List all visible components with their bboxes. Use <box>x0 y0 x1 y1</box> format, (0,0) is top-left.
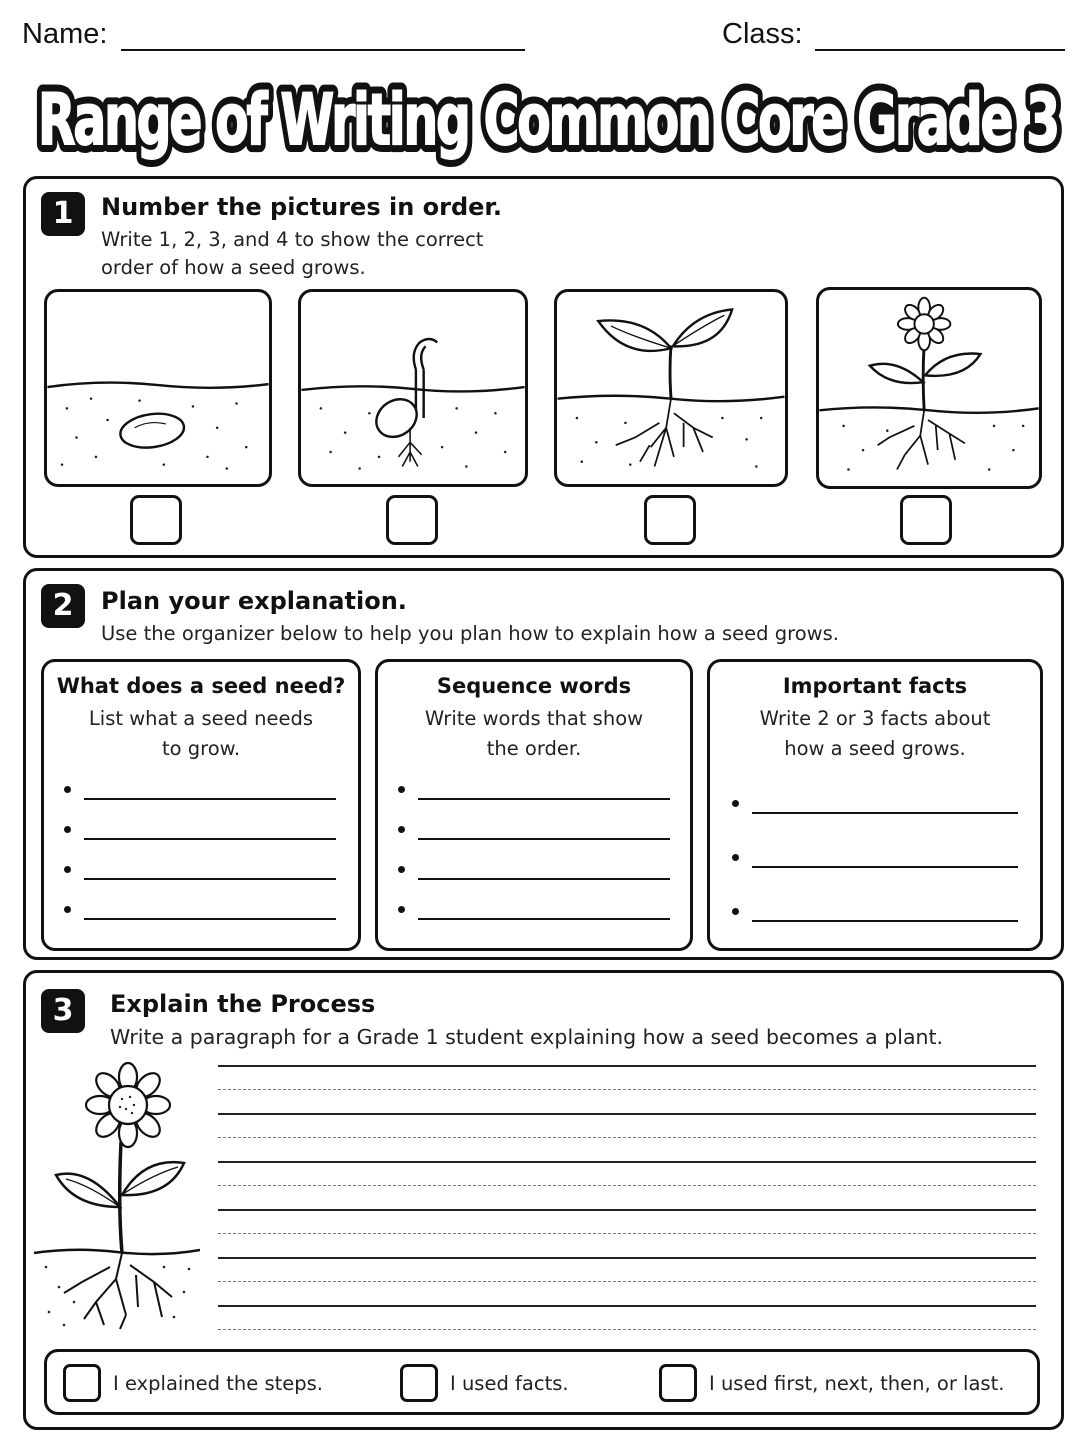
section-title: Plan your explanation. <box>101 587 407 615</box>
checkbox[interactable] <box>400 1364 438 1402</box>
order-box-4[interactable] <box>900 495 952 545</box>
answer-line[interactable] <box>64 860 336 880</box>
organizer-sequence-words <box>375 659 693 951</box>
answer-line[interactable] <box>732 902 1018 922</box>
paragraph-writing-area[interactable] <box>218 1065 1036 1345</box>
organizer-subtitle-2: the order. <box>486 737 582 760</box>
section-number-badge: 2 <box>41 584 85 628</box>
answer-line[interactable] <box>398 860 670 880</box>
flower-plant-icon <box>34 1057 200 1333</box>
section-title: Explain the Process <box>110 990 376 1018</box>
checklist-item-steps[interactable] <box>63 1362 323 1404</box>
answer-line[interactable] <box>398 900 670 920</box>
organizer-title: Important facts <box>782 674 968 698</box>
section-order-pictures <box>23 176 1064 558</box>
checklist-label: I used facts. <box>450 1371 569 1395</box>
picture-seed-in-soil <box>44 289 272 487</box>
section-plan-explanation <box>23 568 1064 960</box>
checklist-label: I explained the steps. <box>113 1371 323 1395</box>
organizer-subtitle-2: to grow. <box>161 737 241 760</box>
name-label: Name: <box>22 18 108 50</box>
organizer-subtitle-2: how a seed grows. <box>784 737 966 760</box>
section-explain-process <box>23 970 1064 1430</box>
organizer-title: Sequence words <box>436 674 632 698</box>
organizer-subtitle-1: Write 2 or 3 facts about <box>759 707 991 730</box>
flower-icon <box>819 290 1039 486</box>
order-box-2[interactable] <box>386 495 438 545</box>
page-title <box>30 70 1070 170</box>
answer-line[interactable] <box>64 780 336 800</box>
picture-flowering-plant <box>816 287 1042 489</box>
name-field <box>22 18 525 51</box>
title-outline: Range of Writing Common Core Grade 3 <box>38 79 1058 161</box>
class-input-line[interactable] <box>815 23 1065 51</box>
organizer-important-facts <box>707 659 1043 951</box>
organizer-title: What does a seed need? <box>56 674 346 698</box>
sprout-icon <box>301 292 525 484</box>
answer-line[interactable] <box>398 780 670 800</box>
self-check-list <box>44 1349 1040 1415</box>
checkbox[interactable] <box>659 1364 697 1402</box>
picture-sprouting-seed <box>298 289 528 487</box>
seed-icon <box>47 292 269 484</box>
seedling-icon <box>557 292 785 484</box>
order-box-3[interactable] <box>644 495 696 545</box>
checklist-label: I used first, next, then, or last. <box>709 1371 1005 1395</box>
answer-line[interactable] <box>64 900 336 920</box>
order-box-1[interactable] <box>130 495 182 545</box>
answer-line[interactable] <box>64 820 336 840</box>
organizer-subtitle-1: List what a seed needs <box>88 707 314 730</box>
section-instruction: Use the organizer below to help you plan how to explain how a seed grows. <box>101 622 839 645</box>
checkbox[interactable] <box>63 1364 101 1402</box>
class-label: Class: <box>722 18 803 50</box>
section-number-badge: 3 <box>41 989 85 1033</box>
class-field <box>722 18 1065 51</box>
name-input-line[interactable] <box>121 23 525 51</box>
section-number-badge: 1 <box>41 192 85 236</box>
section-instruction-2: order of how a seed grows. <box>101 256 366 279</box>
section-instruction: Write a paragraph for a Grade 1 student explaining how a seed becomes a plant. <box>110 1025 944 1049</box>
organizer-seed-needs <box>41 659 361 951</box>
answer-line[interactable] <box>398 820 670 840</box>
organizer-subtitle-1: Write words that show <box>424 707 644 730</box>
answer-line[interactable] <box>732 794 1018 814</box>
title-fill: Range of Writing Common Core Grade 3 <box>38 79 1058 161</box>
checklist-item-sequence-words[interactable] <box>659 1362 1004 1404</box>
checklist-item-facts[interactable] <box>400 1362 569 1404</box>
section-instruction-1: Write 1, 2, 3, and 4 to show the correct <box>101 228 484 251</box>
answer-line[interactable] <box>732 848 1018 868</box>
picture-seedling <box>554 289 788 487</box>
section-title: Number the pictures in order. <box>101 193 502 221</box>
